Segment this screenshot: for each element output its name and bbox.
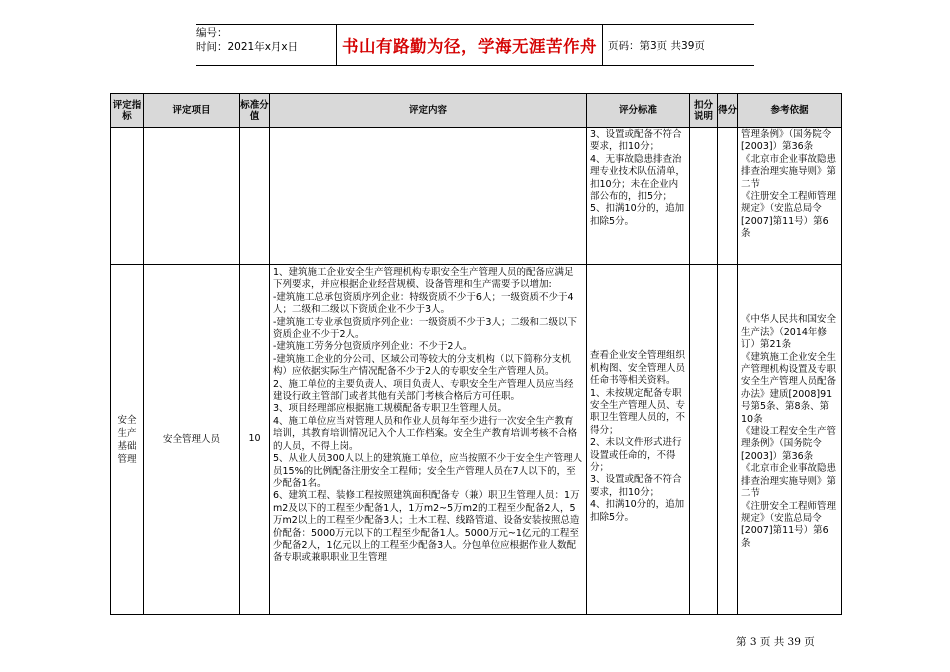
col-header-score: 标准分值 xyxy=(240,94,270,128)
cell-deduction xyxy=(690,265,718,615)
cell-score: 10 xyxy=(240,265,270,615)
cell-deduction xyxy=(690,128,718,265)
cell-criteria xyxy=(587,265,690,615)
item-text: 安全管理人员 xyxy=(162,433,220,445)
page-header xyxy=(196,24,754,66)
cell-item xyxy=(144,265,240,615)
table-row xyxy=(111,128,842,265)
cell-criteria: 3、设置或配备不符合要求，扣10分； 4、无事故隐患排查治理专业技术队伍清单，扣10分；未在企业内部公布的，扣5分； 5、扣满10分的，追加扣除5分。 xyxy=(587,128,690,265)
col-header-reference: 参考依据 xyxy=(738,94,842,128)
doc-time-label: 时间：2021年x月x日 xyxy=(196,41,299,53)
col-header-item: 评定项目 xyxy=(144,94,240,128)
header-left xyxy=(196,25,336,65)
cell-content xyxy=(270,128,587,265)
indicator-text: 安全生产基础管理 xyxy=(117,414,137,465)
header-page-label: 页码：第3页 共39页 xyxy=(608,39,705,52)
cell-points xyxy=(718,128,738,265)
col-header-criteria: 评分标准 xyxy=(587,94,690,128)
cell-reference xyxy=(738,265,842,615)
evaluation-table xyxy=(110,93,842,615)
col-header-deduction: 扣分说明 xyxy=(690,94,718,128)
cell-indicator xyxy=(111,265,144,615)
cell-reference: 管理条例》（国务院令[2003]）第36条 《北京市企业事故隐患排查治理实施导则》第二节 《注册安全工程师管理规定》（安监总局令[2007]第11号）第6条 xyxy=(738,128,842,265)
reference-text: 《中华人民共和国安全生产法》（2014年修订）第21条 《建筑施工企业安全生产管理机构设置及专职安全生产管理人员配备办法》建质[2008]91号第5条、第8条、第10条 《建设工程安全生产管理条例》（国务院令[2003]）第36条 《北京市企业事故隐患排查治理实施导则》第二节 《注册安全工程师管理规定》（安监总局令[2007]第11号）第6条 xyxy=(741,314,837,549)
col-header-points: 得分 xyxy=(718,94,738,128)
cell-content: 1、建筑施工企业安全生产管理机构专职安全生产管理人员的配备应满足下列要求，并应根据企业经营规模、设备管理和生产需要予以增加: -建筑施工总承包资质序列企业：特级资质不少于6人；一级资质不少于4人；二级和二级以下资质企业不少于3人。 -建筑施工专业承包资质序列企业：一级资质不少于3人；二级和二级以下资质企业不少于2人。 -建筑施工劳务分包资质序列企业：不少于2人。 -建筑施工企业的分公司、区域公司等较大的分支机构（以下简称分支机构）应依据实际生产情况配备不少于2人的专职安全生产管理人员。 2、施工单位的主要负责人、项目负责人、专职安全生产管理人员应当经建设行政主管部门或者其他有关部门考核合格后方可任职。 3、项目经理部应根据施工规模配备专职卫生管理人员。 4、施工单位应当对管理人员和作业人员每年至少进行一次安全生产教育培训，其教育培训情况记入个人工作档案。安全生产教育培训考核不合格的人员，不得上岗。 5、从业人员300人以上的建筑施工单位，应当按照不少于安全生产管理人员15%的比例配备注册安全工程师；安全生产管理人员在7人以下的，至少配备1名。 6、建筑工程、装修工程按照建筑面积配备专（兼）职卫生管理人员：1万m2及以下的工程至少配备1人，1万m2~5万m2的工程至少配备2人，5万m2以上的工程至少配备3人；土木工程、线路管道、设备安装按照总造价配备：5000万元以下的工程至少配备1人。5000万元~1亿元的工程至少配备2人，1亿元以上的工程至少配备3人。分包单位应根据作业人数配备专职或兼职职业卫生管理 xyxy=(270,265,587,615)
cell-points xyxy=(718,265,738,615)
cell-indicator xyxy=(111,128,144,265)
cell-item xyxy=(144,128,240,265)
header-motto: 书山有路勤为径，学海无涯苦作舟 xyxy=(336,25,603,65)
criteria-text: 查看企业安全管理组织机构图、安全管理人员任命书等相关资料。 1、未按规定配备专职安全生产管理人员、专职卫生管理人员的，不得分； 2、未以文件形式进行设置或任命的，不得分； 3、设置或配备不符合要求，扣10分； 4、扣满10分的，追加扣除5分。 xyxy=(590,350,686,523)
doc-number-label: 编号： xyxy=(196,27,228,39)
table-header-row xyxy=(111,94,842,128)
page-footer: 第 3 页 共 39 页 xyxy=(736,636,815,648)
cell-score xyxy=(240,128,270,265)
col-header-indicator: 评定指标 xyxy=(111,94,144,128)
col-header-content: 评定内容 xyxy=(270,94,587,128)
table-row xyxy=(111,265,842,615)
